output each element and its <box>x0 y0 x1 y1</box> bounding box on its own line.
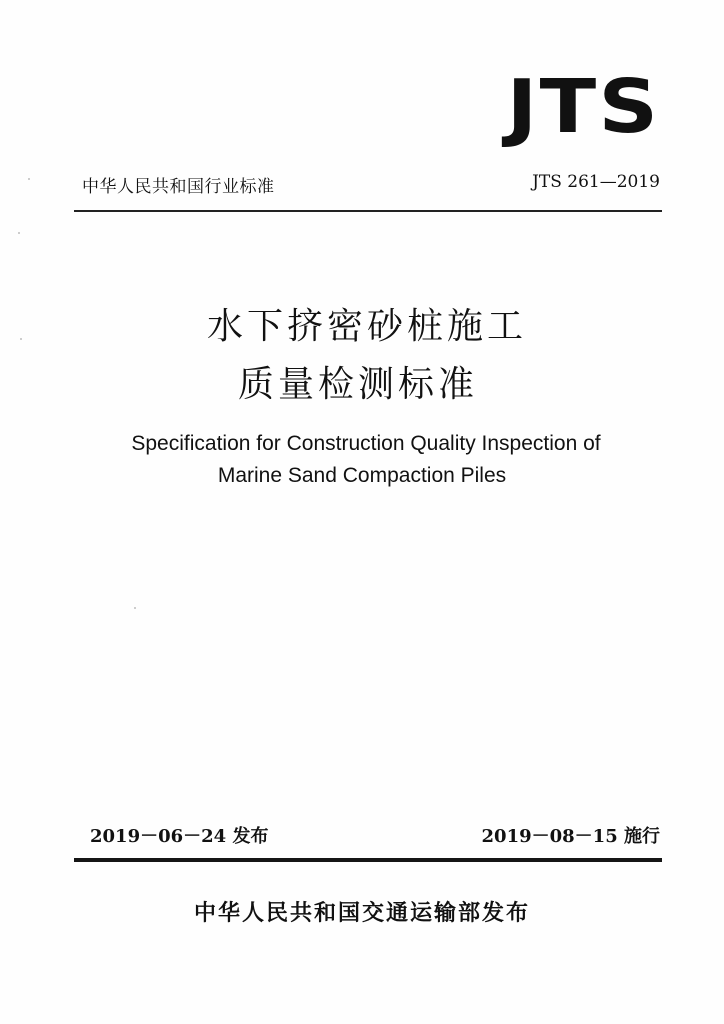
dates-row <box>90 822 660 850</box>
standard-header <box>82 172 660 200</box>
title-chinese-line1: 水下挤密砂桩施工 <box>206 306 527 347</box>
issue-date: 2019－06－24 发布 <box>90 826 269 847</box>
header-divider <box>74 210 662 212</box>
effective-date: 2019－08－15 施行 <box>481 826 660 847</box>
standard-code: JTS 261—2019 <box>532 172 660 192</box>
publisher: 中华人民共和国交通运输部发布 <box>193 901 530 926</box>
footer-divider <box>74 858 662 862</box>
scan-speck <box>18 232 20 234</box>
scan-speck <box>134 607 136 609</box>
scan-speck <box>20 338 22 340</box>
title-english-line2: Marine Sand Compaction Piles <box>217 464 507 487</box>
jts-logo: JTS <box>506 64 660 150</box>
title-english-line1: Specification for Construction Quality Inspection of <box>131 432 601 455</box>
standard-category: 中华人民共和国行业标准 <box>82 177 275 197</box>
scan-speck <box>28 178 30 180</box>
title-chinese-line2: 质量检测标准 <box>237 364 478 405</box>
